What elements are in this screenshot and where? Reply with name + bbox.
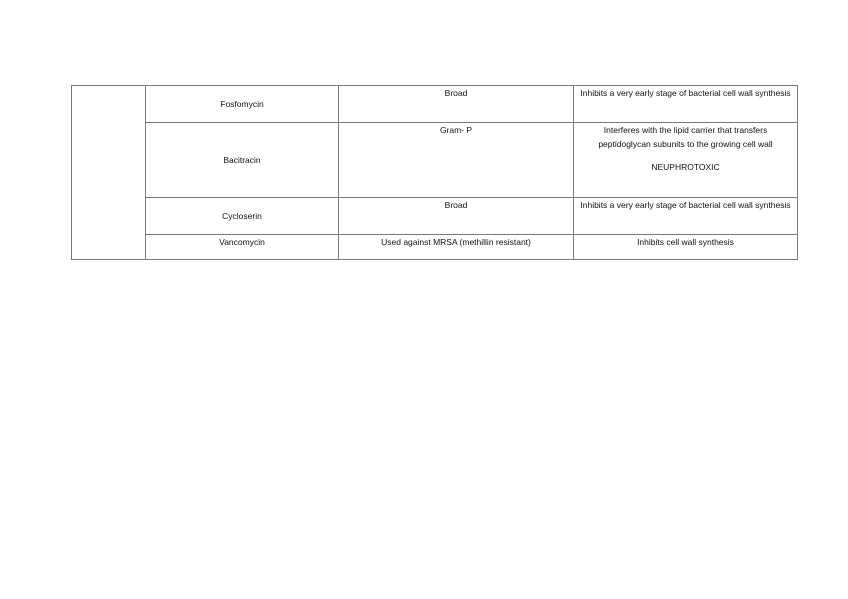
category-cell [72,86,146,260]
table-row [72,86,798,123]
warning-note: NEUPHROTOXIC [651,162,720,172]
antibiotic-table [71,85,798,260]
mechanism-cell [574,198,798,235]
spectrum-cell: Gram- P [339,123,574,198]
mechanism-text: Inhibits a very early stage of bacterial cell wall synthesis [580,88,791,98]
drug-name-cell: Cycloserin [146,198,339,235]
table-row [72,198,798,235]
spectrum-cell: Broad [339,198,574,235]
drug-name-cell: Fosfomycin [146,86,339,123]
mechanism-cell [574,123,798,198]
table-row [72,123,798,198]
mechanism-text: Inhibits a very early stage of bacterial cell wall synthesis [580,200,791,210]
table-row [72,235,798,260]
drug-name-cell: Bacitracin [146,123,339,198]
mechanism-cell [574,86,798,123]
mechanism-text: Interferes with the lipid carrier that transfers peptidoglycan subunits to the growing cell wall [598,125,773,149]
drug-name-cell: Vancomycin [146,235,339,260]
mechanism-cell [574,235,798,260]
spectrum-cell: Used against MRSA (methillin resistant) [339,235,574,260]
spectrum-cell: Broad [339,86,574,123]
mechanism-text: Inhibits cell wall synthesis [637,237,734,247]
